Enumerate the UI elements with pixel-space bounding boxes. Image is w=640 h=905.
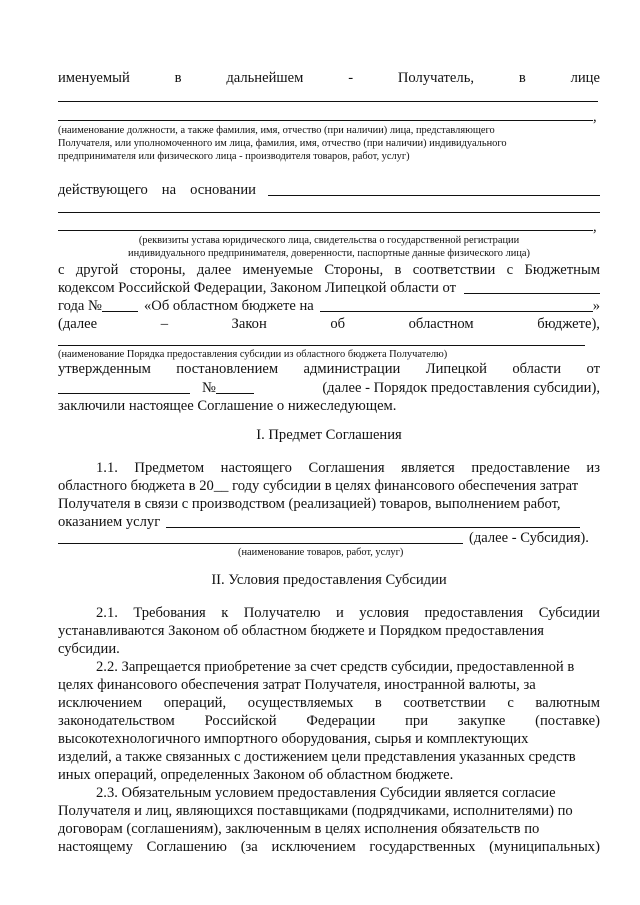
word: Соглашения [308, 460, 385, 476]
law-text: кодексом Российской Федерации, Законом Липецкой области от [58, 280, 456, 296]
word: предоставление [471, 460, 570, 476]
section-title-text: I. Предмет Соглашения [256, 427, 402, 443]
procedure-text: (далее - Порядок предоставления субсидии), [322, 380, 600, 396]
word: Стороны, [324, 262, 384, 278]
word: бюджете), [537, 316, 600, 332]
clause-2-1-line [58, 605, 600, 622]
section-title-text: II. Условия предоставления Субсидии [211, 572, 447, 588]
word: – [160, 316, 168, 332]
word: условия [359, 605, 409, 621]
basis-line [58, 182, 600, 199]
section-1-title [58, 427, 600, 444]
word: при [405, 713, 429, 729]
word: - [348, 70, 354, 86]
word: стороны, [129, 262, 186, 278]
clause-text: оказанием услуг [58, 514, 161, 530]
word: (за [240, 839, 258, 855]
word: Федерации [306, 713, 376, 729]
blank-line [58, 212, 600, 213]
clause-2-1-line [58, 641, 600, 658]
word: областном [408, 316, 474, 332]
code-line [58, 280, 600, 297]
word: (поставке) [535, 713, 600, 729]
word: лице [570, 70, 600, 86]
clause-text: изделий, а также связанных с достижением цели представления указанных средств [58, 749, 576, 765]
number-label: года № [58, 298, 102, 314]
word: Бюджетным [524, 262, 600, 278]
clause-2-1-line [58, 623, 600, 640]
word: действующего [58, 182, 148, 198]
clause-text: договорам (соглашениям), заключенным в целях исполнения обязательств по [58, 821, 540, 837]
concluded-text: заключили настоящее Соглашение о нижеследующем. [58, 398, 397, 414]
clause-1-1-line [58, 478, 600, 495]
word: настоящему [58, 839, 133, 855]
quote: » [592, 298, 600, 314]
word: с [506, 262, 514, 278]
number-underline [216, 380, 254, 394]
budget-law-line [58, 298, 600, 315]
word: Закон [231, 316, 267, 332]
clause-1-1-line [58, 496, 600, 513]
word: в [174, 70, 182, 86]
word: 2.1. [96, 605, 118, 621]
note-line: Получателя, или уполномоченного им лица, фамилия, имя, отчество (при наличии) индивидуального [58, 138, 507, 149]
blank-line [58, 345, 585, 346]
word: в [394, 262, 402, 278]
clause-2-3-line [58, 821, 600, 838]
note-line: (реквизиты устава юридического лица, свидетельства о государственной регистрации [138, 235, 520, 246]
clause-text: Получателя в связи с производством (реализацией) товаров, выполнением работ, [58, 496, 561, 512]
word: далее [196, 262, 232, 278]
word: постановлением [176, 361, 279, 377]
year-underline [320, 298, 593, 312]
note-goods [58, 546, 600, 559]
word: настоящего [220, 460, 292, 476]
word: 1.1. [96, 460, 118, 476]
clause-text: устанавливаются Законом об областном бюджете и Порядком предоставления [58, 623, 545, 639]
clause-2-3-line [58, 803, 600, 820]
number-label: № [202, 380, 216, 396]
word: в [518, 70, 526, 86]
word: и [335, 605, 344, 621]
basis-underline [268, 182, 600, 196]
word: утвержденным [58, 361, 151, 377]
clause-2-2-line [58, 695, 600, 712]
word: осуществляемых [247, 695, 354, 711]
word: к [221, 605, 229, 621]
clause-text: целях финансового обеспечения затрат Получателя, иностранной валюты, за [58, 677, 536, 693]
blank-underline [58, 107, 593, 121]
note-representative [58, 124, 602, 163]
comma: , [593, 109, 597, 125]
word: Получателю [243, 605, 321, 621]
word: Получатель, [397, 70, 474, 86]
note-line: (наименование товаров, работ, услуг) [238, 547, 404, 558]
note-line: (наименование Порядка предоставления субсидии из областного бюджета Получателю) [58, 349, 448, 360]
section-2-title [58, 572, 600, 589]
word: администрации [303, 361, 401, 377]
budget-law-text: «Об областном бюджете на [143, 298, 314, 314]
blank-line [58, 101, 598, 102]
clause-2-2-line [58, 713, 600, 730]
word: (муниципальных) [489, 839, 600, 855]
word: с [507, 695, 514, 711]
word: закупке [457, 713, 506, 729]
law-ref-line [58, 316, 600, 333]
word: законодательством [58, 713, 175, 729]
word: (далее [58, 316, 98, 332]
blank-underline [58, 217, 593, 231]
word: соответствии [403, 695, 486, 711]
word: Липецкой [425, 361, 487, 377]
word: на [161, 182, 177, 198]
word: Субсидии [538, 605, 600, 621]
clause-text: субсидии. [58, 641, 120, 657]
clause-2-2-line [58, 659, 600, 676]
clause-1-1-line [58, 460, 600, 477]
word: другой [75, 262, 119, 278]
clause-text: областного бюджета в 20__ году субсидии в целях финансового обеспечения затрат [58, 478, 579, 494]
clause-2-2-line [58, 677, 600, 694]
number-underline [102, 298, 138, 312]
clause-2-2-line [58, 731, 600, 748]
note-procedure [58, 348, 600, 361]
services-underline [58, 530, 463, 544]
word: Российской [204, 713, 277, 729]
clause-text: 2.2. Запрещается приобретение за счет средств субсидии, предоставленной в [96, 659, 575, 675]
word: операций, [163, 695, 227, 711]
word: исключением [58, 695, 143, 711]
clause-text: иных операций, определенных Законом об областном бюджете. [58, 767, 454, 783]
procedure-line [58, 380, 600, 397]
word: с [58, 262, 65, 278]
subsidy-line [58, 530, 600, 547]
note-requisites [58, 234, 600, 260]
concluded-line [58, 398, 600, 415]
word: является [401, 460, 455, 476]
comma: , [593, 219, 597, 235]
word: основании [190, 182, 256, 198]
clause-2-3-line [58, 839, 600, 856]
clause-text: Получателя и лиц, являющихся поставщиками (подрядчиками, исполнителями) по [58, 803, 573, 819]
word: области [512, 361, 562, 377]
word: исключением [271, 839, 356, 855]
word: предоставления [424, 605, 524, 621]
clause-2-3-line [58, 785, 600, 802]
word: государственных [369, 839, 476, 855]
note-line: предпринимателя или физического лица - производителя товаров, работ, услуг) [58, 151, 410, 162]
recipient-line [58, 70, 600, 87]
approved-line [58, 361, 600, 378]
word: от [586, 361, 600, 377]
clause-2-2-line [58, 767, 600, 784]
clause-text: (далее - Субсидия). [469, 530, 589, 546]
note-line: (наименование должности, а также фамилия, имя, отчество (при наличии) лица, представляющего [58, 125, 495, 136]
word: дальнейшем [226, 70, 304, 86]
word: в [374, 695, 382, 711]
clause-text: 2.3. Обязательным условием предоставления Субсидии является согласие [96, 785, 556, 801]
word: именуемый [58, 70, 130, 86]
word: именуемые [242, 262, 313, 278]
word: Соглашению [146, 839, 227, 855]
parties-line [58, 262, 600, 279]
word: Требования [133, 605, 206, 621]
clause-2-2-line [58, 749, 600, 766]
word: соответствии [412, 262, 496, 278]
word: из [586, 460, 600, 476]
services-underline [166, 514, 580, 528]
word: Предметом [134, 460, 205, 476]
note-line: индивидуального предпринимателя, доверенности, паспортные данные физического лица) [128, 248, 530, 259]
date-underline [58, 380, 190, 394]
date-underline [464, 280, 600, 294]
word: валютным [535, 695, 600, 711]
services-line [58, 514, 600, 531]
clause-text: высокотехнологичного импортного оборудования, сырья и комплектующих [58, 731, 529, 747]
word: об [330, 316, 346, 332]
